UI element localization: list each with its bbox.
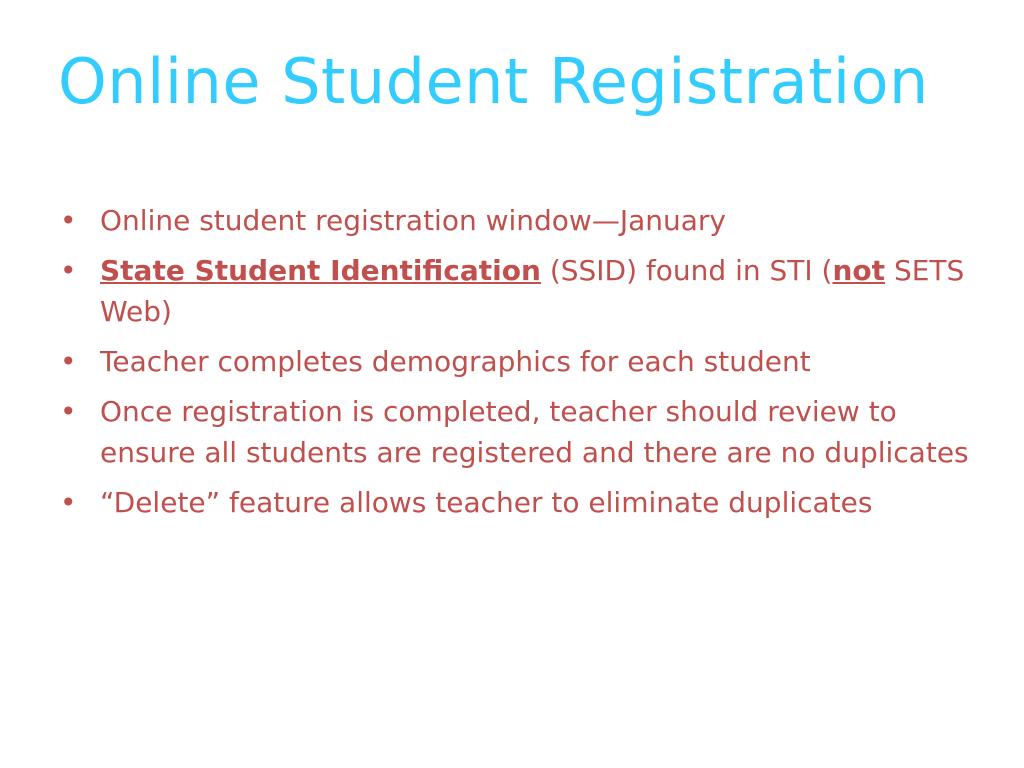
bullet-icon: • xyxy=(60,204,77,237)
bullet-item xyxy=(58,200,978,241)
slide-title: Online Student Registration xyxy=(58,45,929,118)
bullet-item xyxy=(58,391,978,473)
bullet-icon: • xyxy=(60,486,77,519)
bullet-text-tail: SETS Web) xyxy=(100,254,965,328)
bullet-text: Online student registration window—January xyxy=(100,204,726,237)
bullet-icon: • xyxy=(60,254,77,287)
bullet-text-middle: (SSID) found in STI ( xyxy=(540,254,833,287)
not-emphasis-text: not xyxy=(832,254,886,287)
bullet-text: “Delete” feature allows teacher to eliminate duplicates xyxy=(100,486,873,519)
bullet-icon: • xyxy=(60,395,77,428)
ssid-emphasis-text: State Student Identification xyxy=(100,254,541,287)
bullet-item xyxy=(58,341,978,382)
bullet-text: Once registration is completed, teacher should review to ensure all students are registered and there are no duplicates xyxy=(100,395,969,469)
bullet-text: Teacher completes demographics for each student xyxy=(100,345,811,378)
bullet-item xyxy=(58,482,978,523)
bullet-icon: • xyxy=(60,345,77,378)
bullet-list xyxy=(58,200,978,532)
bullet-item xyxy=(58,250,978,332)
